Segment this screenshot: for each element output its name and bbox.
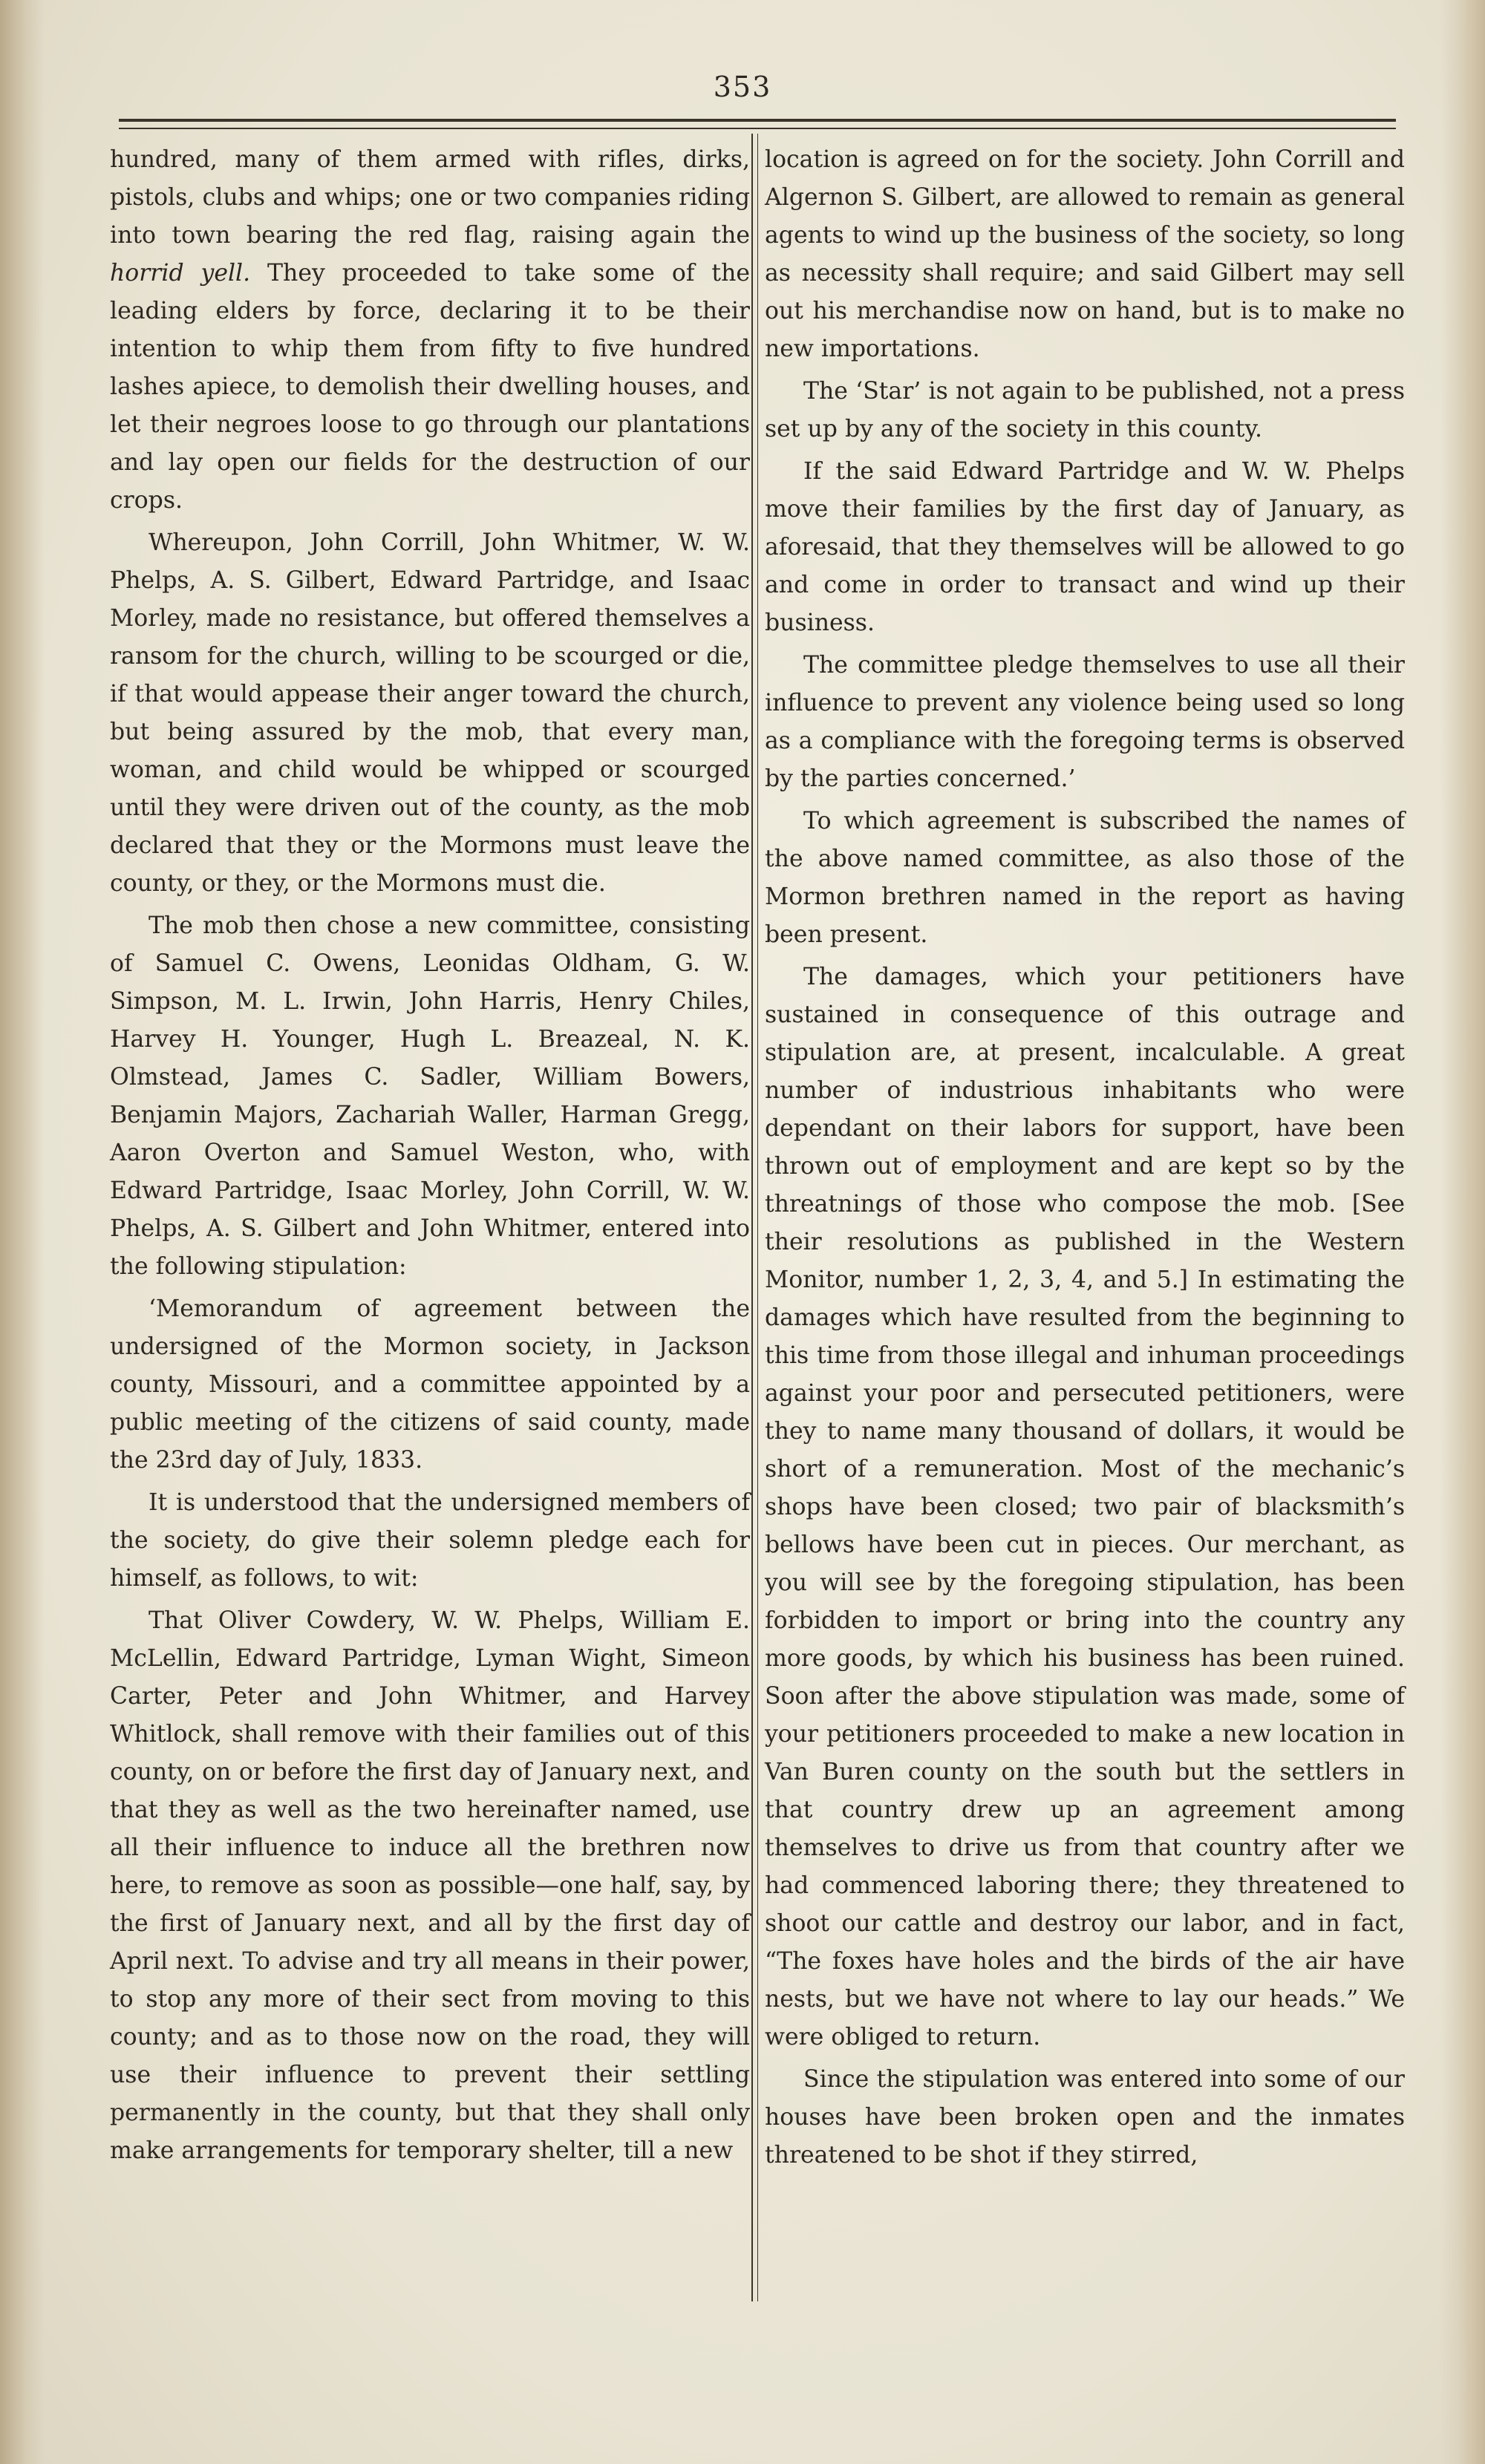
left-paragraph-6: That Oliver Cowdery, W. W. Phelps, William E. McLellin, Edward Partridge, Lyman Wight, Simeon Carter, Peter and John Whitmer, and Harvey Whitlock, shall remove with their families out of this county, on or before the first day of January next, and that they as well as the two hereinafter named, use all their influence to induce all the brethren now here, to remove as soon as possible—one half, say, by the first of January next, and all by the first day of April next. To advise and try all means in their power, to stop any more of their sect from moving to this county; and as to those now on the road, they will use their influence to prevent their settling permanently in the county, but that they shall only make arrangements for temporary shelter, till a new <box>110 1607 750 2164</box>
left-column <box>110 141 750 2174</box>
right-paragraph-5: To which agreement is subscribed the names of the above named committee, as also those of the Mormon brethren named in the report as having been present. <box>765 808 1405 948</box>
left-paragraph-1: hundred, many of them armed with rifles, dirks, pistols, clubs and whips; one or two companies riding into town bearing the red flag, raising again the horrid yell. They proceeded to take some of the leading elders by force, declaring it to be their intention to whip them from fifty to five hundred lashes apiece, to demolish their dwelling houses, and let their negroes loose to go through our plantations and lay open our fields for the destruction of our crops. <box>110 146 750 514</box>
page-edge-shadow <box>1440 0 1485 2464</box>
right-paragraph-3: If the said Edward Partridge and W. W. Phelps move their families by the first day of January, as aforesaid, that they themselves will be allowed to go and come in order to transact and wind up their business. <box>765 458 1405 636</box>
page-gutter-shadow <box>0 0 45 2464</box>
right-paragraph-1: location is agreed on for the society. John Corrill and Algernon S. Gilbert, are allowed to remain as general agents to wind up the business of the society, so long as necessity shall require; and said Gilbert may sell out his merchandise now on hand, but is to make no new importations. <box>765 146 1405 362</box>
emphasis-text: horrid yell. <box>110 260 251 287</box>
left-paragraph-3: The mob then chose a new committee, consisting of Samuel C. Owens, Leonidas Oldham, G. W. Simpson, M. L. Irwin, John Harris, Henry Chiles, Harvey H. Younger, Hugh L. Breazeal, N. K. Olmstead, James C. Sadler, William Bowers, Benjamin Majors, Zachariah Waller, Harman Gregg, Aaron Overton and Samuel Weston, who, with Edward Partridge, Isaac Morley, John Corrill, W. W. Phelps, A. S. Gilbert and John Whitmer, entered into the following stipulation: <box>110 912 750 1280</box>
page-number: 353 <box>713 71 772 103</box>
right-paragraph-7: Since the stipulation was entered into some of our houses have been broken open and the inmates threatened to be shot if they stirred, <box>765 2066 1405 2169</box>
right-column <box>765 141 1405 2179</box>
right-paragraph-6: The damages, which your petitioners have sustained in consequence of this outrage and stipulation are, at present, incalculable. A great number of industrious inhabitants who were dependant on their labors for support, have been thrown out of employment and are kept so by the threatnings of those who compose the mob. [See their resolutions as published in the Western Monitor, number 1, 2, 3, 4, and 5.] In estimating the damages which have resulted from the beginning to this time from those illegal and inhuman proceedings against your poor and persecuted petitioners, were they to name many thousand of dollars, it would be short of a remuneration. Most of the mechanic’s shops have been closed; two pair of blacksmith’s bellows have been cut in pieces. Our merchant, as you will see by the foregoing stipulation, has been forbidden to import or bring into the country any more goods, by which his business has been ruined. Soon after the above stipulation was made, some of your petitioners proceeded to make a new location in Van Buren county on the south but the settlers in that country drew up an agreement among themselves to drive us from that country after we had commenced laboring there; they threatened to shoot our cattle and destroy our labor, and in fact, “The foxes have holes and the birds of the air have nests, but we have not where to lay our heads.” We were obliged to return. <box>765 964 1405 2050</box>
column-divider <box>751 134 753 2301</box>
right-paragraph-2: The ‘Star’ is not again to be published, not a press set up by any of the society in this county. <box>765 378 1405 442</box>
left-paragraph-4: ‘Memorandum of agreement between the undersigned of the Mormon society, in Jackson county, Missouri, and a committee appointed by a public meeting of the citizens of said county, made the 23rd day of July, 1833. <box>110 1295 750 1474</box>
header-rule <box>119 119 1396 122</box>
left-paragraph-2: Whereupon, John Corrill, John Whitmer, W. W. Phelps, A. S. Gilbert, Edward Partridge, and Isaac Morley, made no resistance, but offered themselves a ransom for the church, willing to be scourged or die, if that would appease their anger toward the church, but being assured by the mob, that every man, woman, and child would be whipped or scourged until they were driven out of the county, as the mob declared that they or the Mormons must leave the county, or they, or the Mormons must die. <box>110 529 750 897</box>
right-paragraph-4: The committee pledge themselves to use all their influence to prevent any violence being used so long as a compliance with the foregoing terms is observed by the parties concerned.’ <box>765 652 1405 792</box>
column-divider-thin <box>757 134 758 2301</box>
left-paragraph-5: It is understood that the undersigned members of the society, do give their solemn pledge each for himself, as follows, to wit: <box>110 1489 750 1592</box>
header-rule-thin <box>119 128 1396 129</box>
